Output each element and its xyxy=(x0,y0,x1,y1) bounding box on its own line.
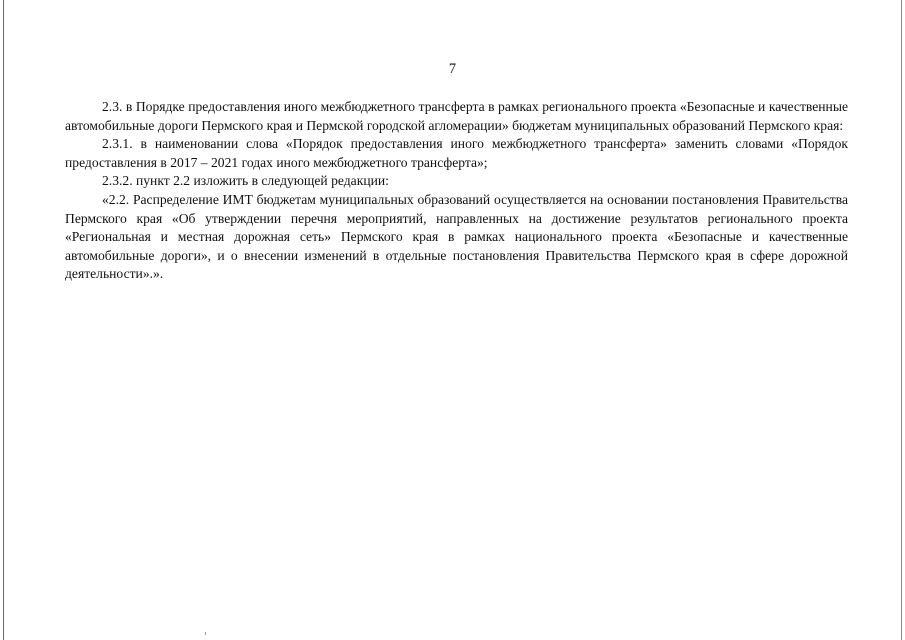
scan-edge-right xyxy=(901,0,902,640)
paragraph-2-3-1: 2.3.1. в наименовании слова «Порядок предоставления иного межбюджетного трансферта» заменить словами «Порядок предоставления в 2017 – 2021 годах иного межбюджетного трансферта»; xyxy=(65,136,848,170)
scan-speck xyxy=(205,632,206,635)
paragraph-2-3-2: 2.3.2. пункт 2.2 изложить в следующей редакции: xyxy=(102,173,389,189)
document-body xyxy=(65,98,848,284)
scan-edge-left xyxy=(3,0,4,640)
paragraph-2-2-quote: «2.2. Распределение ИМТ бюджетам муниципальных образований осуществляется на основании постановления Правительства Пермского края «Об утверждении перечня мероприятий, направленных на достижение результатов регионального проекта «Региональная и местная дорожная сеть» Пермского края в рамках национального проекта «Безопасные и качественные автомобильные дороги», и о внесении изменений в отдельные постановления Правительства Пермского края в сфере дорожной деятельности».». xyxy=(65,191,848,282)
page-number: 7 xyxy=(448,61,457,77)
paragraph-2-3: 2.3. в Порядке предоставления иного межбюджетного трансферта в рамках регионального проекта «Безопасные и качественные автомобильные дороги Пермского края и Пермской городской агломерации» бюджетам муниципальных образований Пермского края: xyxy=(65,99,848,133)
